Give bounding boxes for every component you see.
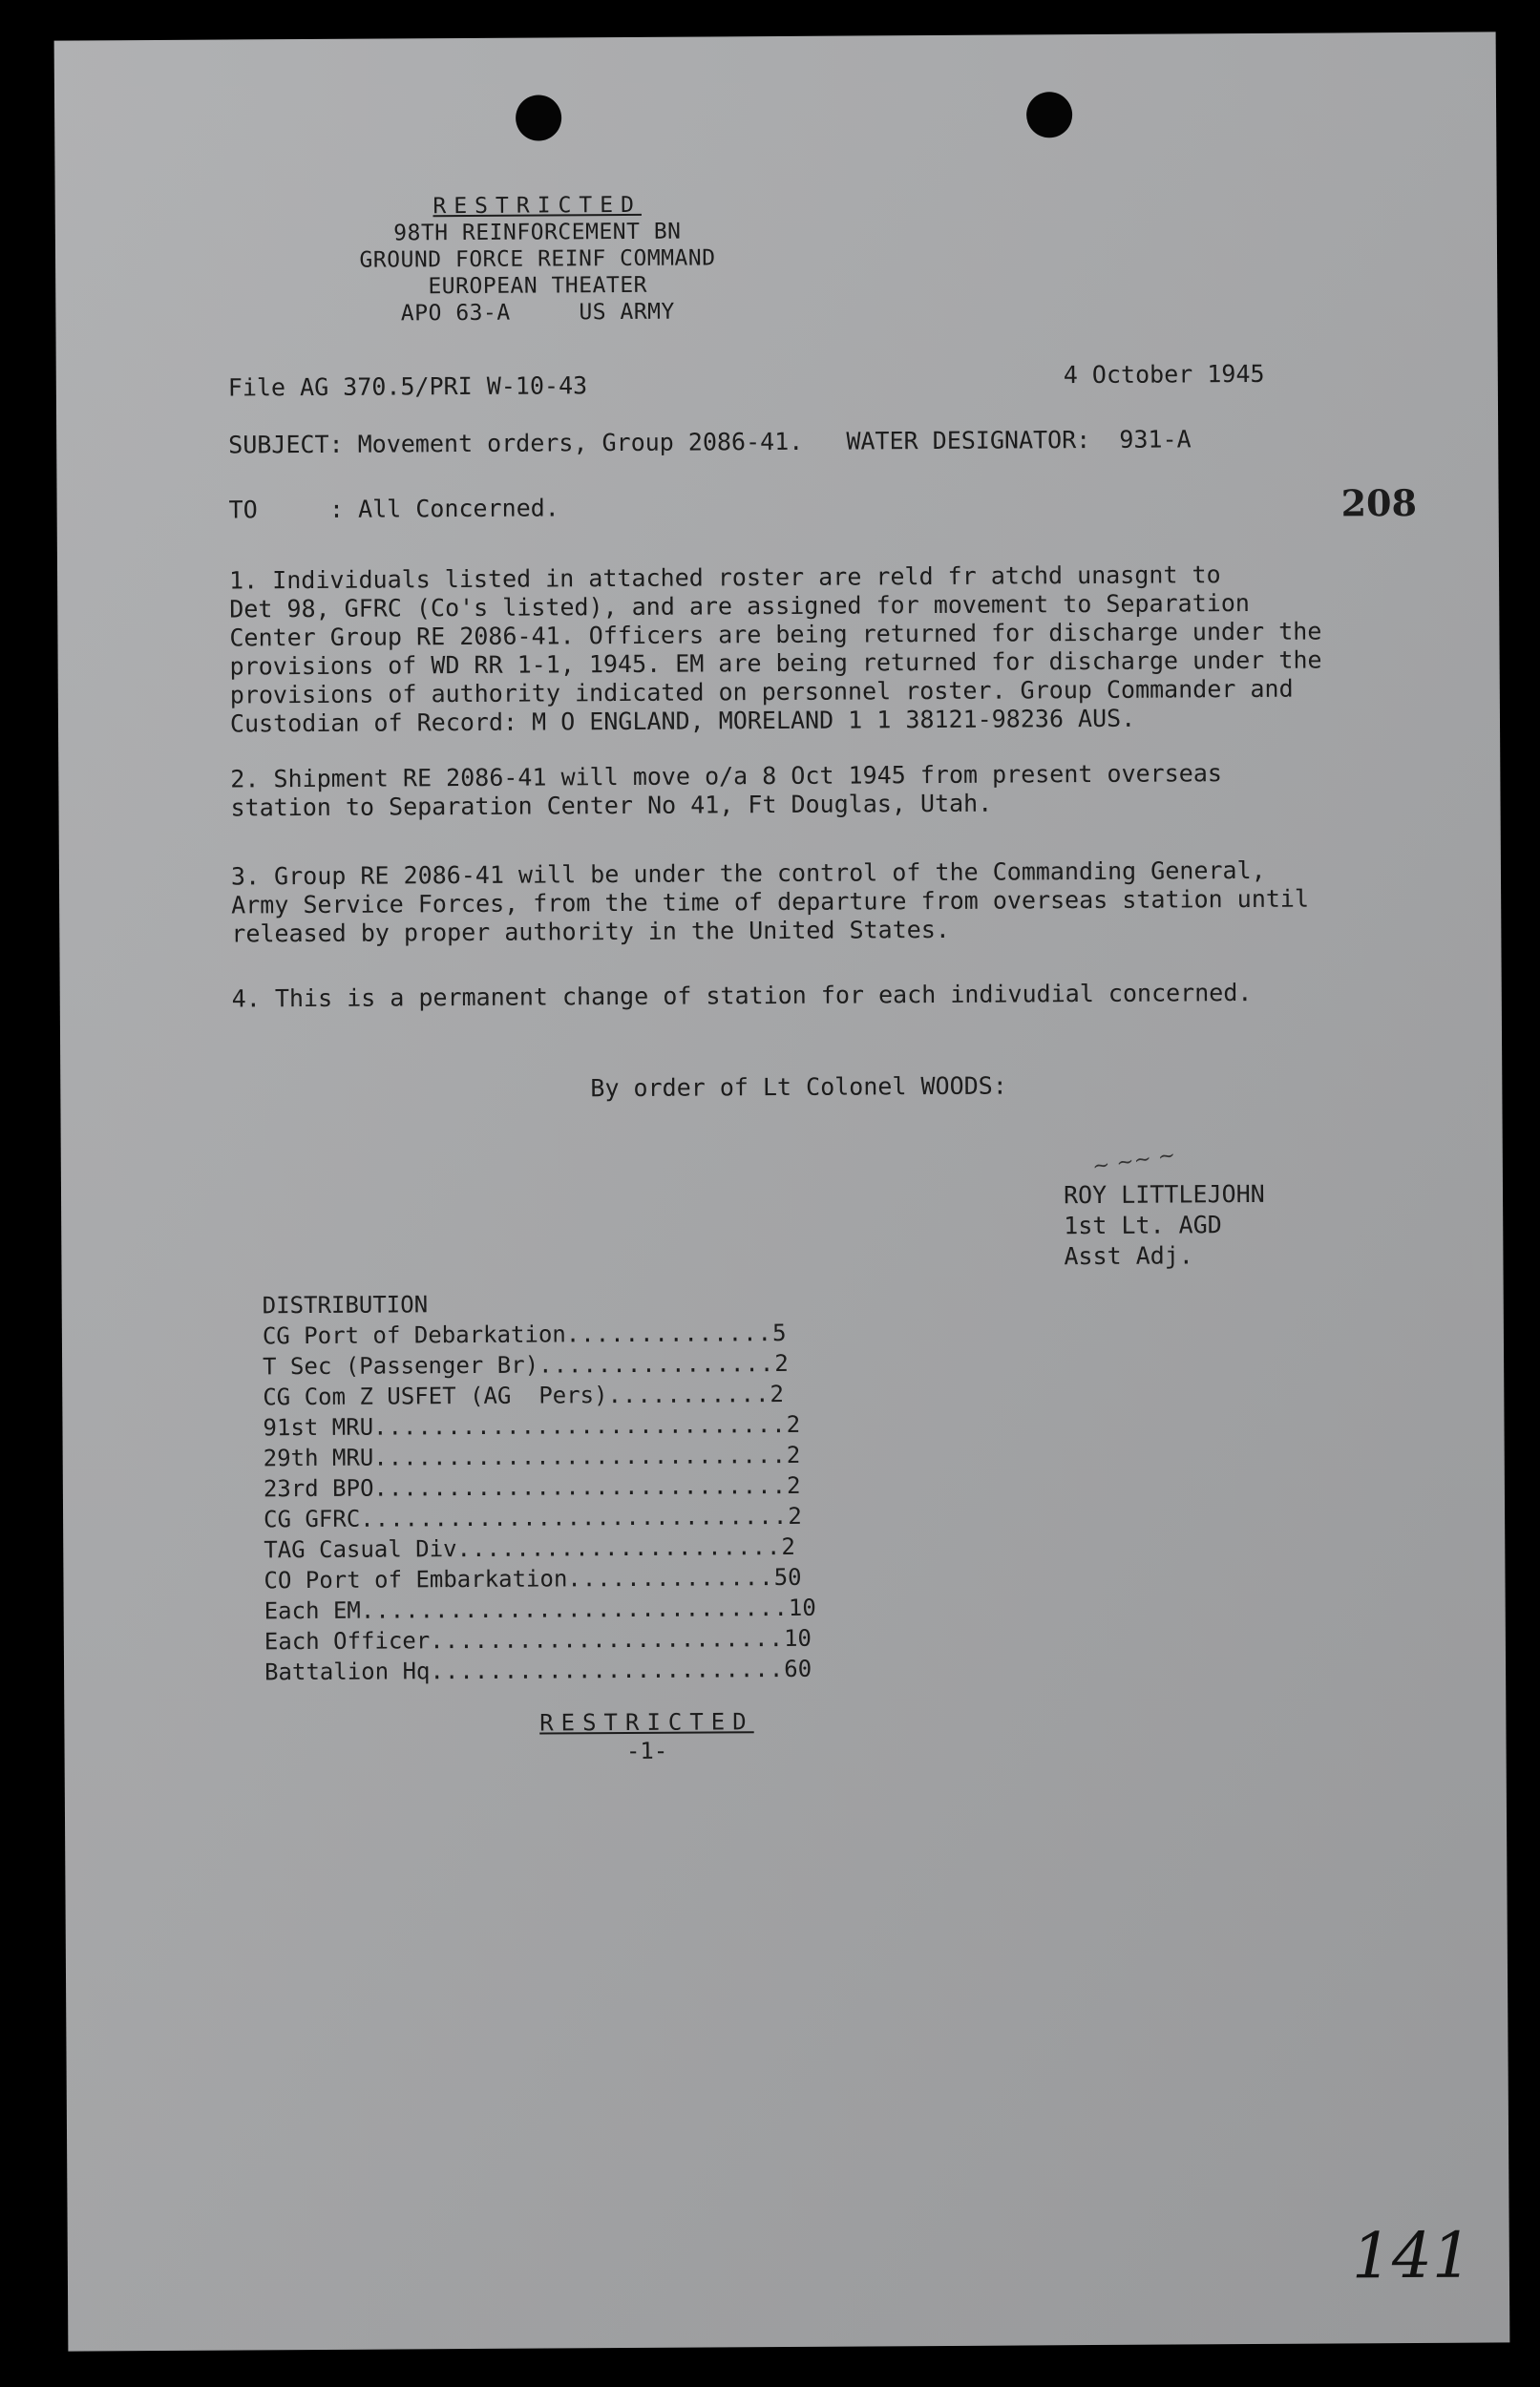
distribution-row (264, 1593, 816, 1627)
distribution-dots: ........................ (430, 1655, 785, 1685)
distribution-count: 50 (773, 1563, 802, 1592)
distribution-count: 2 (786, 1410, 801, 1438)
distribution-dots: .............. (567, 1564, 774, 1593)
distribution-dots: .............. (565, 1320, 773, 1348)
unit-name: 98TH REINFORCEMENT BN (393, 219, 682, 246)
distribution-count: 2 (788, 1502, 802, 1530)
signer-title: Asst Adj. (1064, 1241, 1193, 1271)
distribution-count: 2 (774, 1349, 789, 1378)
distribution-label: Each EM (264, 1596, 361, 1625)
distribution-row (264, 1470, 815, 1505)
handwritten-page-number: 141 (1351, 2218, 1473, 2293)
distribution-label: CG Port of Debarkation (262, 1320, 566, 1350)
distribution-count: 2 (770, 1380, 785, 1408)
distribution-label: 23rd BPO (263, 1474, 374, 1503)
distribution-dots: ............................. (360, 1594, 789, 1624)
distribution-dots: ...................... (456, 1533, 782, 1563)
distribution-label: CG Com Z USFET (AG Pers) (263, 1382, 608, 1411)
distribution-row (263, 1348, 814, 1383)
file-reference: File AG 370.5/PRI W-10-43 (227, 371, 588, 402)
document-date: 4 October 1945 (1063, 359, 1265, 390)
distribution-count: 10 (783, 1624, 812, 1652)
distribution-dots: ............................ (373, 1410, 787, 1441)
distribution-list (263, 1287, 817, 1688)
distribution-row (264, 1531, 815, 1566)
command-name: GROUND FORCE REINF COMMAND (359, 245, 716, 273)
theater-name: EUROPEAN THEATER (428, 272, 648, 300)
signer-name: ROY LITTLEJOHN (1063, 1179, 1265, 1210)
distribution-count: 2 (786, 1441, 801, 1468)
distribution-count: 2 (781, 1532, 795, 1561)
paragraph-4: 4. This is a permanent change of station for each indivudial concerned. (231, 978, 1253, 1013)
distribution-label: Each Officer (264, 1627, 431, 1656)
distribution-dots: ................ (538, 1350, 775, 1379)
page-number: -1- (625, 1737, 668, 1765)
distribution-row (263, 1379, 814, 1413)
to-line: TO : All Concerned. (228, 494, 559, 524)
distribution-dots: ........... (607, 1381, 770, 1409)
distribution-dots: ............................ (373, 1471, 788, 1502)
distribution-label: Battalion Hq (264, 1658, 431, 1686)
distribution-dots: ............................ (373, 1441, 787, 1471)
distribution-count: 5 (772, 1319, 787, 1347)
distribution-label: T Sec (Passenger Br) (263, 1351, 539, 1381)
classification-top: RESTRICTED (432, 192, 643, 220)
paragraph-2: 2. Shipment RE 2086-41 will move o/a 8 Oct 1945 from present overseas station to Separation Center No 41, Ft Douglas, Utah. (230, 759, 1222, 822)
distribution-label: CO Port of Embarkation (264, 1565, 568, 1595)
paragraph-1: 1. Individuals listed in attached roster are reld fr atchd unasgnt to Det 98, GFRC (Co's listed), and are assigned for movement to Separation Center Group RE 2086-41. Officers are being returned for discharge under the provisions of WD RR 1-1, 1945. EM are being returned for discharge under the provisions of authority indicated on personnel roster. Group Commander and Custodian of Record: M O ENGLAND, MORELAND 1 1 38121-98236 AUS. (228, 560, 1322, 738)
by-order-line: By order of Lt Colonel WOODS: (590, 1071, 1007, 1103)
punch-hole (1026, 92, 1072, 137)
classification-bottom: RESTRICTED (539, 1708, 754, 1737)
distribution-label: 29th MRU (263, 1444, 374, 1472)
distribution-label: CG GFRC (264, 1505, 361, 1533)
distribution-count: 60 (784, 1655, 812, 1682)
signer-rank: 1st Lt. AGD (1064, 1211, 1222, 1240)
distribution-row (264, 1623, 816, 1658)
signature-block (1064, 1179, 1265, 1272)
distribution-row (264, 1654, 816, 1688)
punch-hole (516, 95, 561, 140)
page-footer (64, 1704, 1229, 1768)
letterhead (55, 189, 1021, 328)
subject-line: SUBJECT: Movement orders, Group 2086-41. WATER DESIGNATOR: 931-A (228, 425, 1192, 459)
distribution-row (263, 1409, 814, 1444)
distribution-label: TAG Casual Div (264, 1535, 457, 1564)
distribution-title: DISTRIBUTION (262, 1291, 429, 1320)
distribution-row (263, 1318, 814, 1352)
distribution-count: 2 (786, 1471, 801, 1499)
document-page (54, 32, 1510, 2351)
stamped-number: 208 (1340, 480, 1418, 525)
distribution-row (264, 1562, 815, 1596)
signature-mark: ~ ~~ ~ (1090, 1143, 1177, 1179)
distribution-dots: ........................ (430, 1624, 785, 1655)
distribution-label: 91st MRU (263, 1413, 374, 1442)
distribution-row (264, 1440, 815, 1474)
distribution-count: 10 (788, 1594, 816, 1621)
paragraph-3: 3. Group RE 2086-41 will be under the control of the Commanding General, Army Service Forces, from the time of departure from overseas station until released by proper authority in the United States. (230, 856, 1310, 948)
distribution-dots: ............................. (360, 1502, 789, 1532)
distribution-row (264, 1501, 815, 1535)
apo-line: APO 63-A US ARMY (400, 299, 675, 327)
